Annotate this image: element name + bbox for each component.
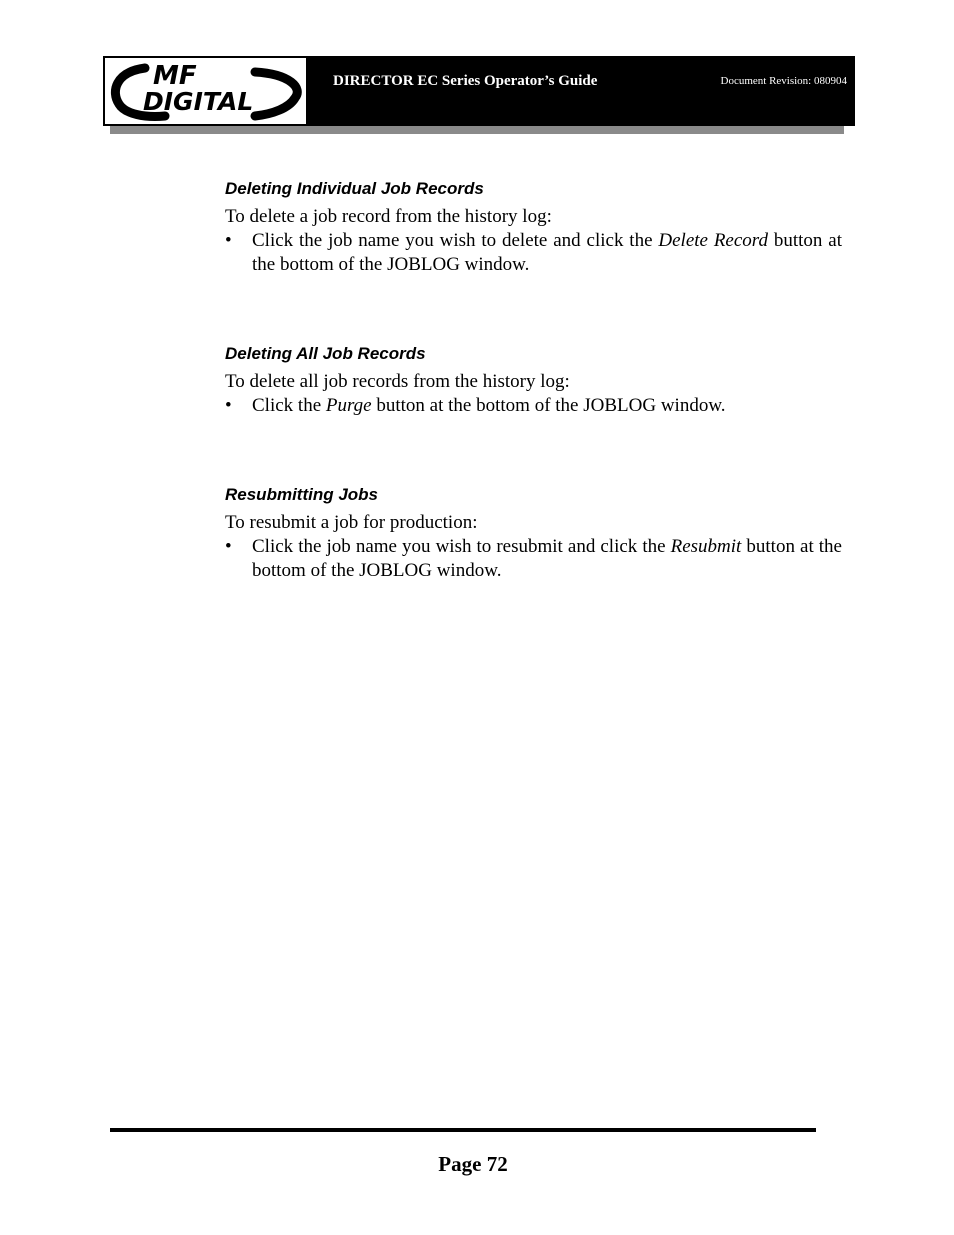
section-delete-individual [225, 179, 842, 277]
logo-text-mf: MF [153, 61, 197, 91]
purge-button-name: Purge [325, 395, 372, 416]
bullet-text [252, 535, 842, 583]
section-delete-all [225, 344, 842, 418]
bullet-text-after: button at the bottom of the JOBLOG window. [252, 536, 842, 581]
bullet-text-before: Click the job name you wish to resubmit and click the [252, 536, 671, 557]
document-title: DIRECTOR EC Series Operator’s Guide [333, 73, 598, 89]
bullet-item [225, 394, 842, 418]
section-heading: Deleting Individual Job Records [225, 179, 484, 198]
section-intro: To resubmit a job for production: [225, 512, 478, 533]
bullet-symbol: • [225, 536, 232, 557]
document-revision: Document Revision: 080904 [720, 75, 847, 87]
bullet-item [225, 535, 842, 583]
bullet-text [252, 394, 842, 418]
section-heading: Deleting All Job Records [225, 344, 426, 363]
section-heading: Resubmitting Jobs [225, 485, 379, 504]
logo-text-digital: DIGITAL [143, 87, 254, 116]
logo-graphic [105, 58, 306, 124]
page-header [103, 56, 855, 126]
bullet-text-after: button at the bottom of the JOBLOG window. [371, 395, 726, 416]
section-intro: To delete a job record from the history log: [225, 206, 552, 227]
resubmit-button-name: Resubmit [670, 536, 742, 557]
bullet-text-before: Click the job name you wish to delete and click the [252, 230, 659, 251]
delete-record-button-name: Delete Record [658, 230, 768, 251]
bullet-item [225, 229, 842, 277]
mf-digital-logo [103, 56, 308, 126]
bullet-symbol: • [225, 230, 232, 251]
bullet-text-after: button at the bottom of the JOBLOG window. [252, 230, 842, 275]
footer-rule [110, 1128, 816, 1132]
section-intro: To delete all job records from the history log: [225, 371, 570, 392]
bullet-text [252, 229, 842, 277]
bullet-symbol: • [225, 395, 232, 416]
page-number: Page 72 [438, 1152, 508, 1176]
section-resubmit [225, 485, 842, 583]
bullet-text-before: Click the [252, 395, 326, 416]
